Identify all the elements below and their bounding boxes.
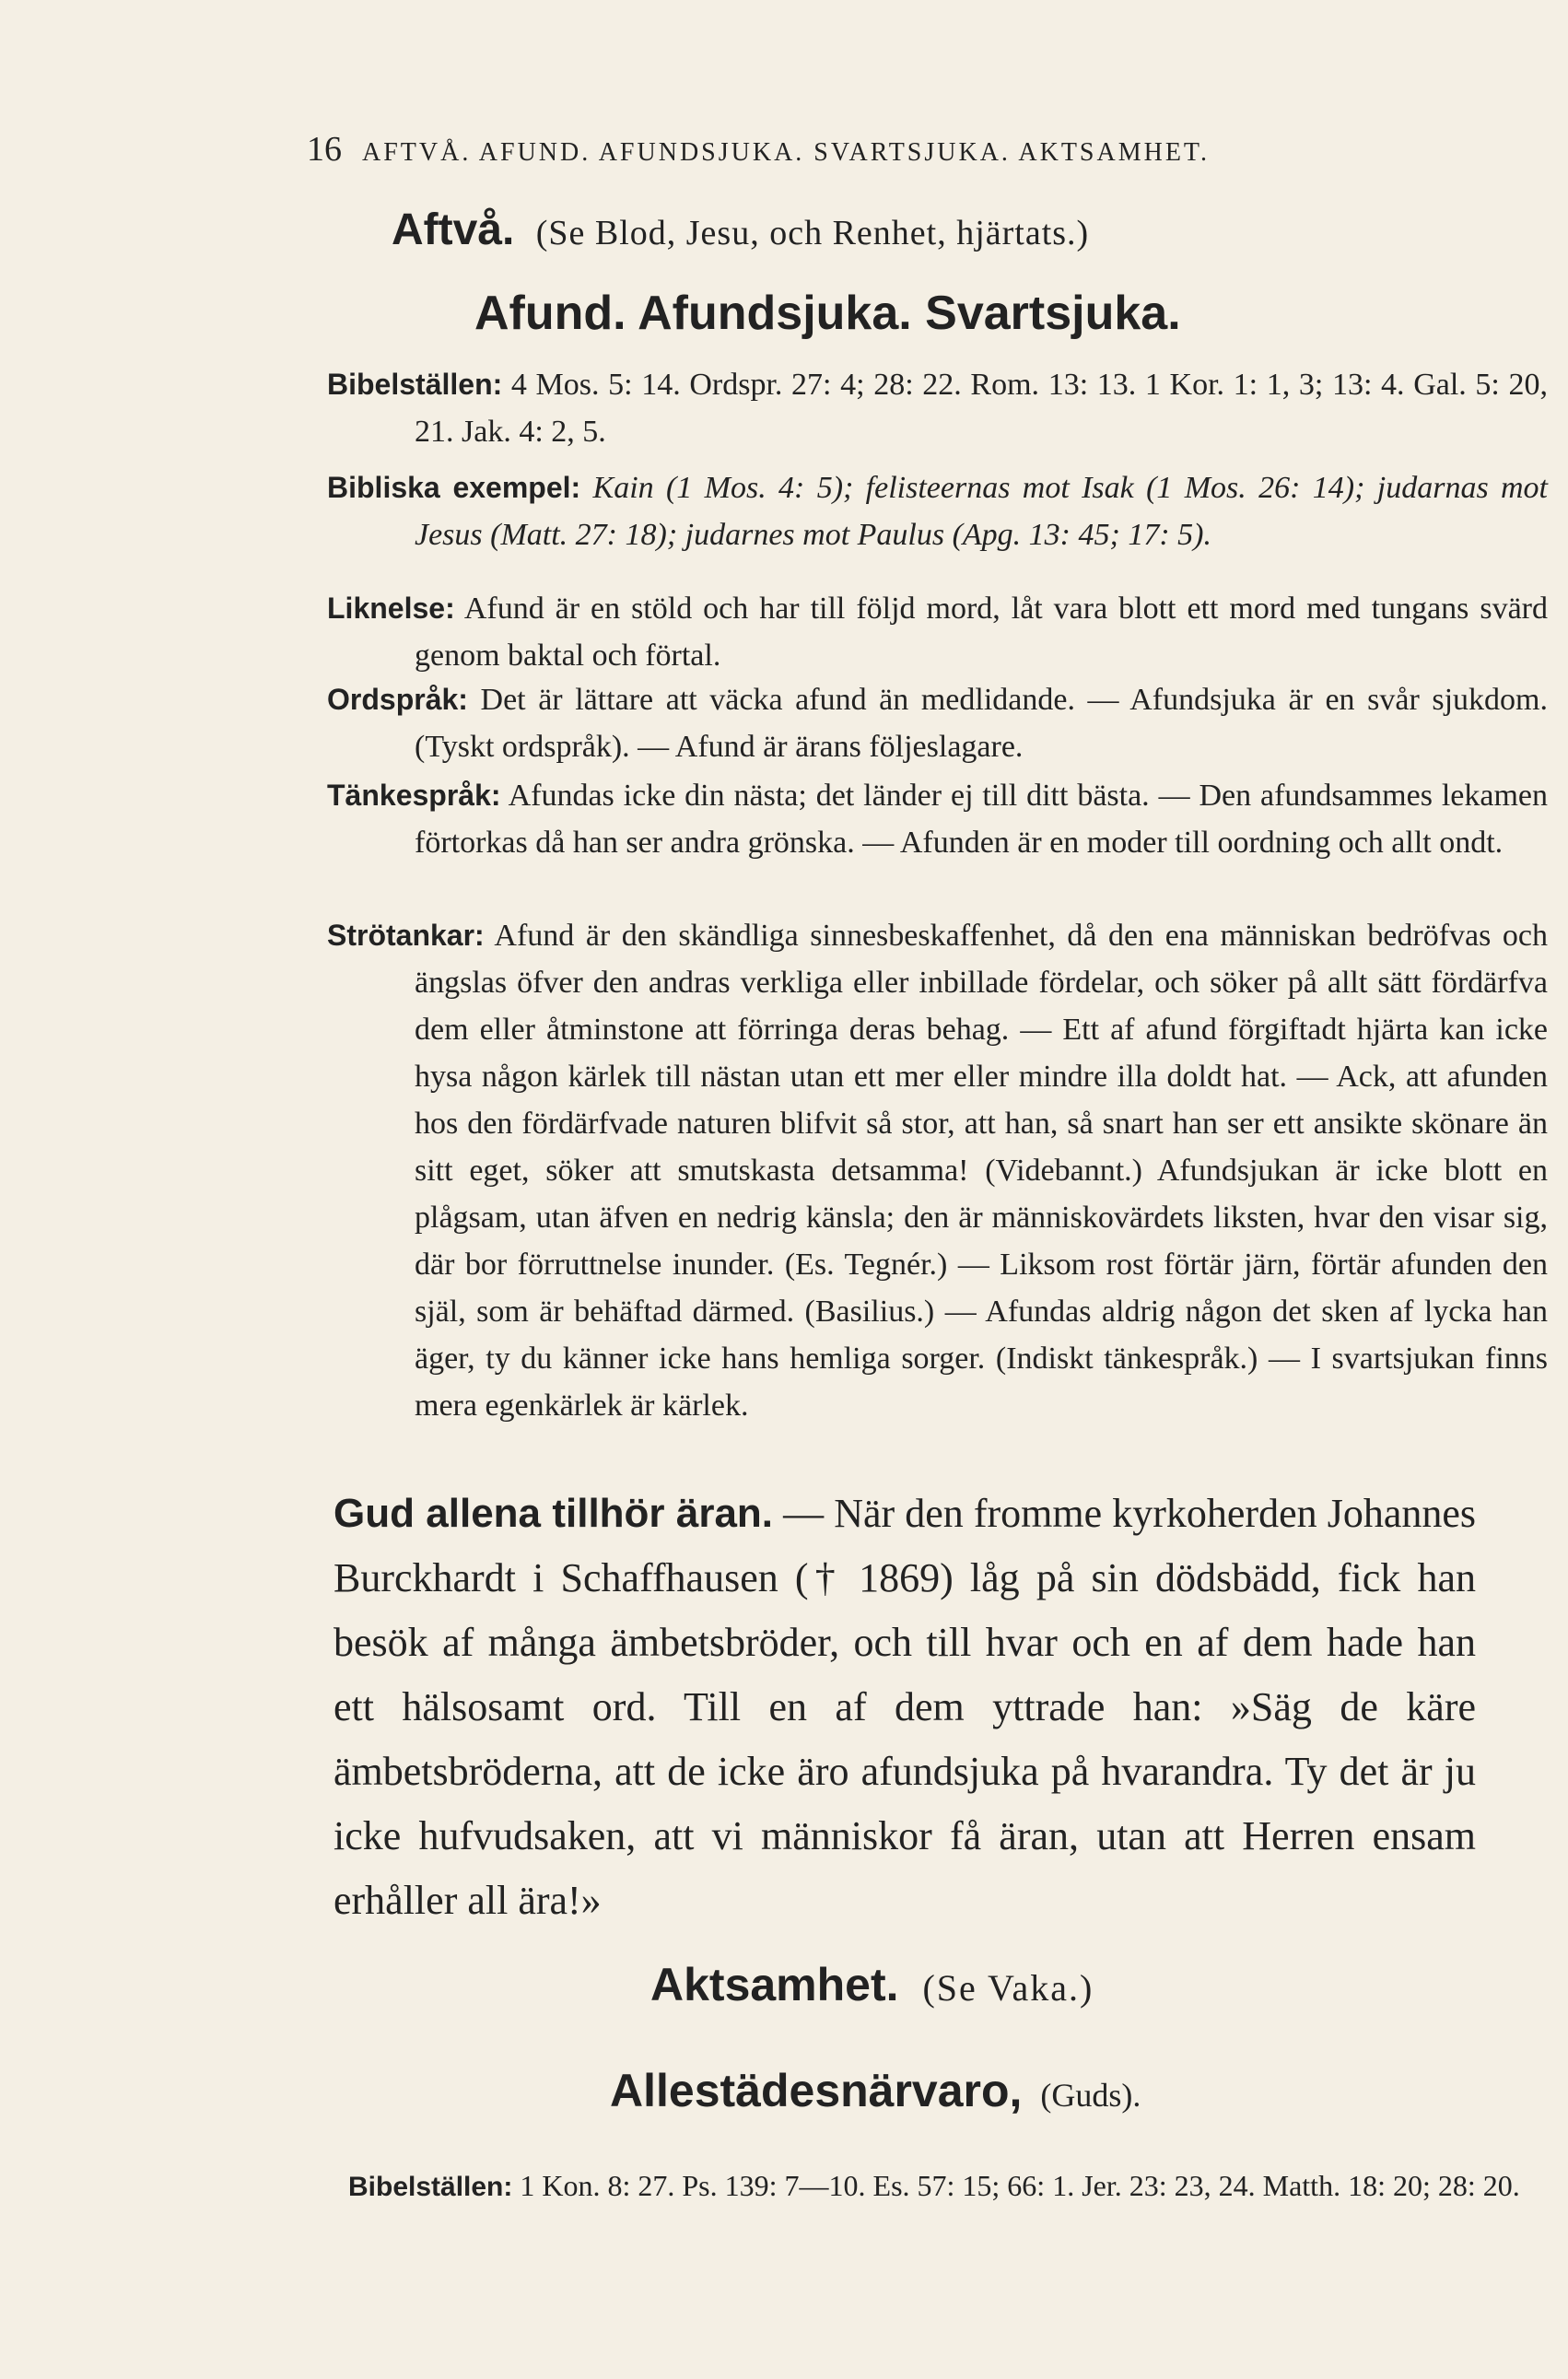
heading-note: (Se Vaka.) — [922, 1967, 1094, 2009]
heading-title: Aftvå. — [392, 205, 515, 254]
heading-allestadesnarvaro — [610, 2064, 1141, 2117]
heading-afund — [474, 286, 1181, 341]
entry-strotankar — [327, 912, 1548, 1429]
running-header — [307, 129, 1210, 170]
entry-text: Afund är den skändliga sinnesbeskaffenhet, då den ena människan bedröfvas och ängslas öfver den andras verkliga eller inbillade fördelar, och söker på allt sätt fördärfva dem eller åtminstone att förringa deras behag. — Ett af afund förgiftadt hjärta kan icke hysa någon kärlek till nästan utan ett mer eller mindre illa doldt hat. — Ack, att afunden hos den fördärfvade naturen blifvit så stor, att han, så snart han ser ett ansikte skönare än sitt eget, söker att smutskasta detsamma! (Videbannt.) Afundsjukan är icke blott en plågsam, utan äfven en nedrig känsla; den är människovärdets liksten, hvar den visar sig, där bor förruttnelse inunder. (Es. Tegnér.) — Liksom rost förtär järn, förtär afunden den själ, som är behäftad därmed. (Basilius.) — Afundas aldrig någon det sken af lycka han äger, ty du känner icke hans hemliga sorger. (Indiskt tänkespråk.) — I svartsjukan finns mera egenkärlek är kärlek. — [415, 919, 1549, 1423]
story-text: — När den fromme kyrkoherden Johannes Burckhardt i Schaffhausen († 1869) låg på sin dödsbädd, fick han besök af många ämbetsbröder, och till hvar och en af dem hade han ett hälsosamt ord. Till en af dem yttrade han: »Säg de käre ämbetsbröderna, att de icke äro afundsjuka på hvarandra. Ty det är ju icke hufvudsaken, att vi människor få äran, utan att Herren ensam erhåller all ära!» — [333, 1491, 1477, 1923]
heading-note: (Guds). — [1040, 2077, 1141, 2114]
entry-label: Bibelställen: — [327, 368, 503, 401]
entry-text: Kain (1 Mos. 4: 5); felisteernas mot Isak (1 Mos. 26: 14); judarnas mot Jesus (Matt. 27: 18); judarnes mot Paulus (Apg. 13: 45; 17: 5). — [415, 471, 1549, 552]
entry-bibliska-exempel — [327, 464, 1548, 558]
heading-title: Aktsamhet. — [650, 1959, 899, 2010]
entry-label: Tänkespråk: — [327, 779, 501, 812]
entry-label: Bibliska exempel: — [327, 471, 581, 504]
entry-text: 4 Mos. 5: 14. Ordspr. 27: 4; 28: 22. Rom. 13: 13. 1 Kor. 1: 1, 3; 13: 4. Gal. 5: 20, 21. Jak. 4: 2, 5. — [415, 368, 1549, 449]
entry-label: Strötankar: — [327, 919, 485, 952]
entry-text: Det är lättare att väcka afund än medlidande. — Afundsjuka är en svår sjukdom. (Tyskt ordspråk). — Afund är ärans följeslagare. — [415, 683, 1548, 764]
entry-label: Ordspråk: — [327, 683, 468, 716]
heading-title: Afund. Afundsjuka. Svartsjuka. — [474, 287, 1181, 340]
entry-text: 1 Kon. 8: 27. Ps. 139: 7—10. Es. 57: 15; 66: 1. Jer. 23: 23, 24. Matth. 18: 20; 28: 20. — [520, 2169, 1520, 2202]
page-number: 16 — [307, 130, 342, 169]
entry-tankesprak — [327, 772, 1548, 866]
heading-note: (Se Blod, Jesu, och Renhet, hjärtats.) — [535, 214, 1090, 252]
heading-aktsamhet — [650, 1958, 1094, 2011]
running-head: AFTVÅ. AFUND. AFUNDSJUKA. SVARTSJUKA. AKTSAMHET. — [362, 138, 1210, 167]
story-gud-allena — [333, 1482, 1476, 1933]
entry-label: Bibelställen: — [348, 2172, 513, 2202]
entry-text: Afundas icke din nästa; det länder ej till ditt bästa. — Den afundsammes lekamen förtorkas då han ser andra grönska. — Afunden är en moder till oordning och allt ondt. — [415, 779, 1549, 860]
entry-bibelstallen — [327, 361, 1548, 455]
heading-aftva — [392, 205, 1089, 255]
heading-title: Allestädesnärvaro, — [610, 2065, 1023, 2116]
entry-text: Afund är en stöld och har till följd mord, låt vara blott ett mord med tungans svärd genom baktal och förtal. — [415, 592, 1548, 673]
story-label: Gud allena tillhör äran. — [333, 1491, 774, 1536]
entry-label: Liknelse: — [327, 592, 455, 625]
entry-allestades-bibelstallen — [348, 2161, 1568, 2212]
entry-ordsprak — [327, 676, 1548, 770]
entry-liknelse — [327, 585, 1548, 679]
